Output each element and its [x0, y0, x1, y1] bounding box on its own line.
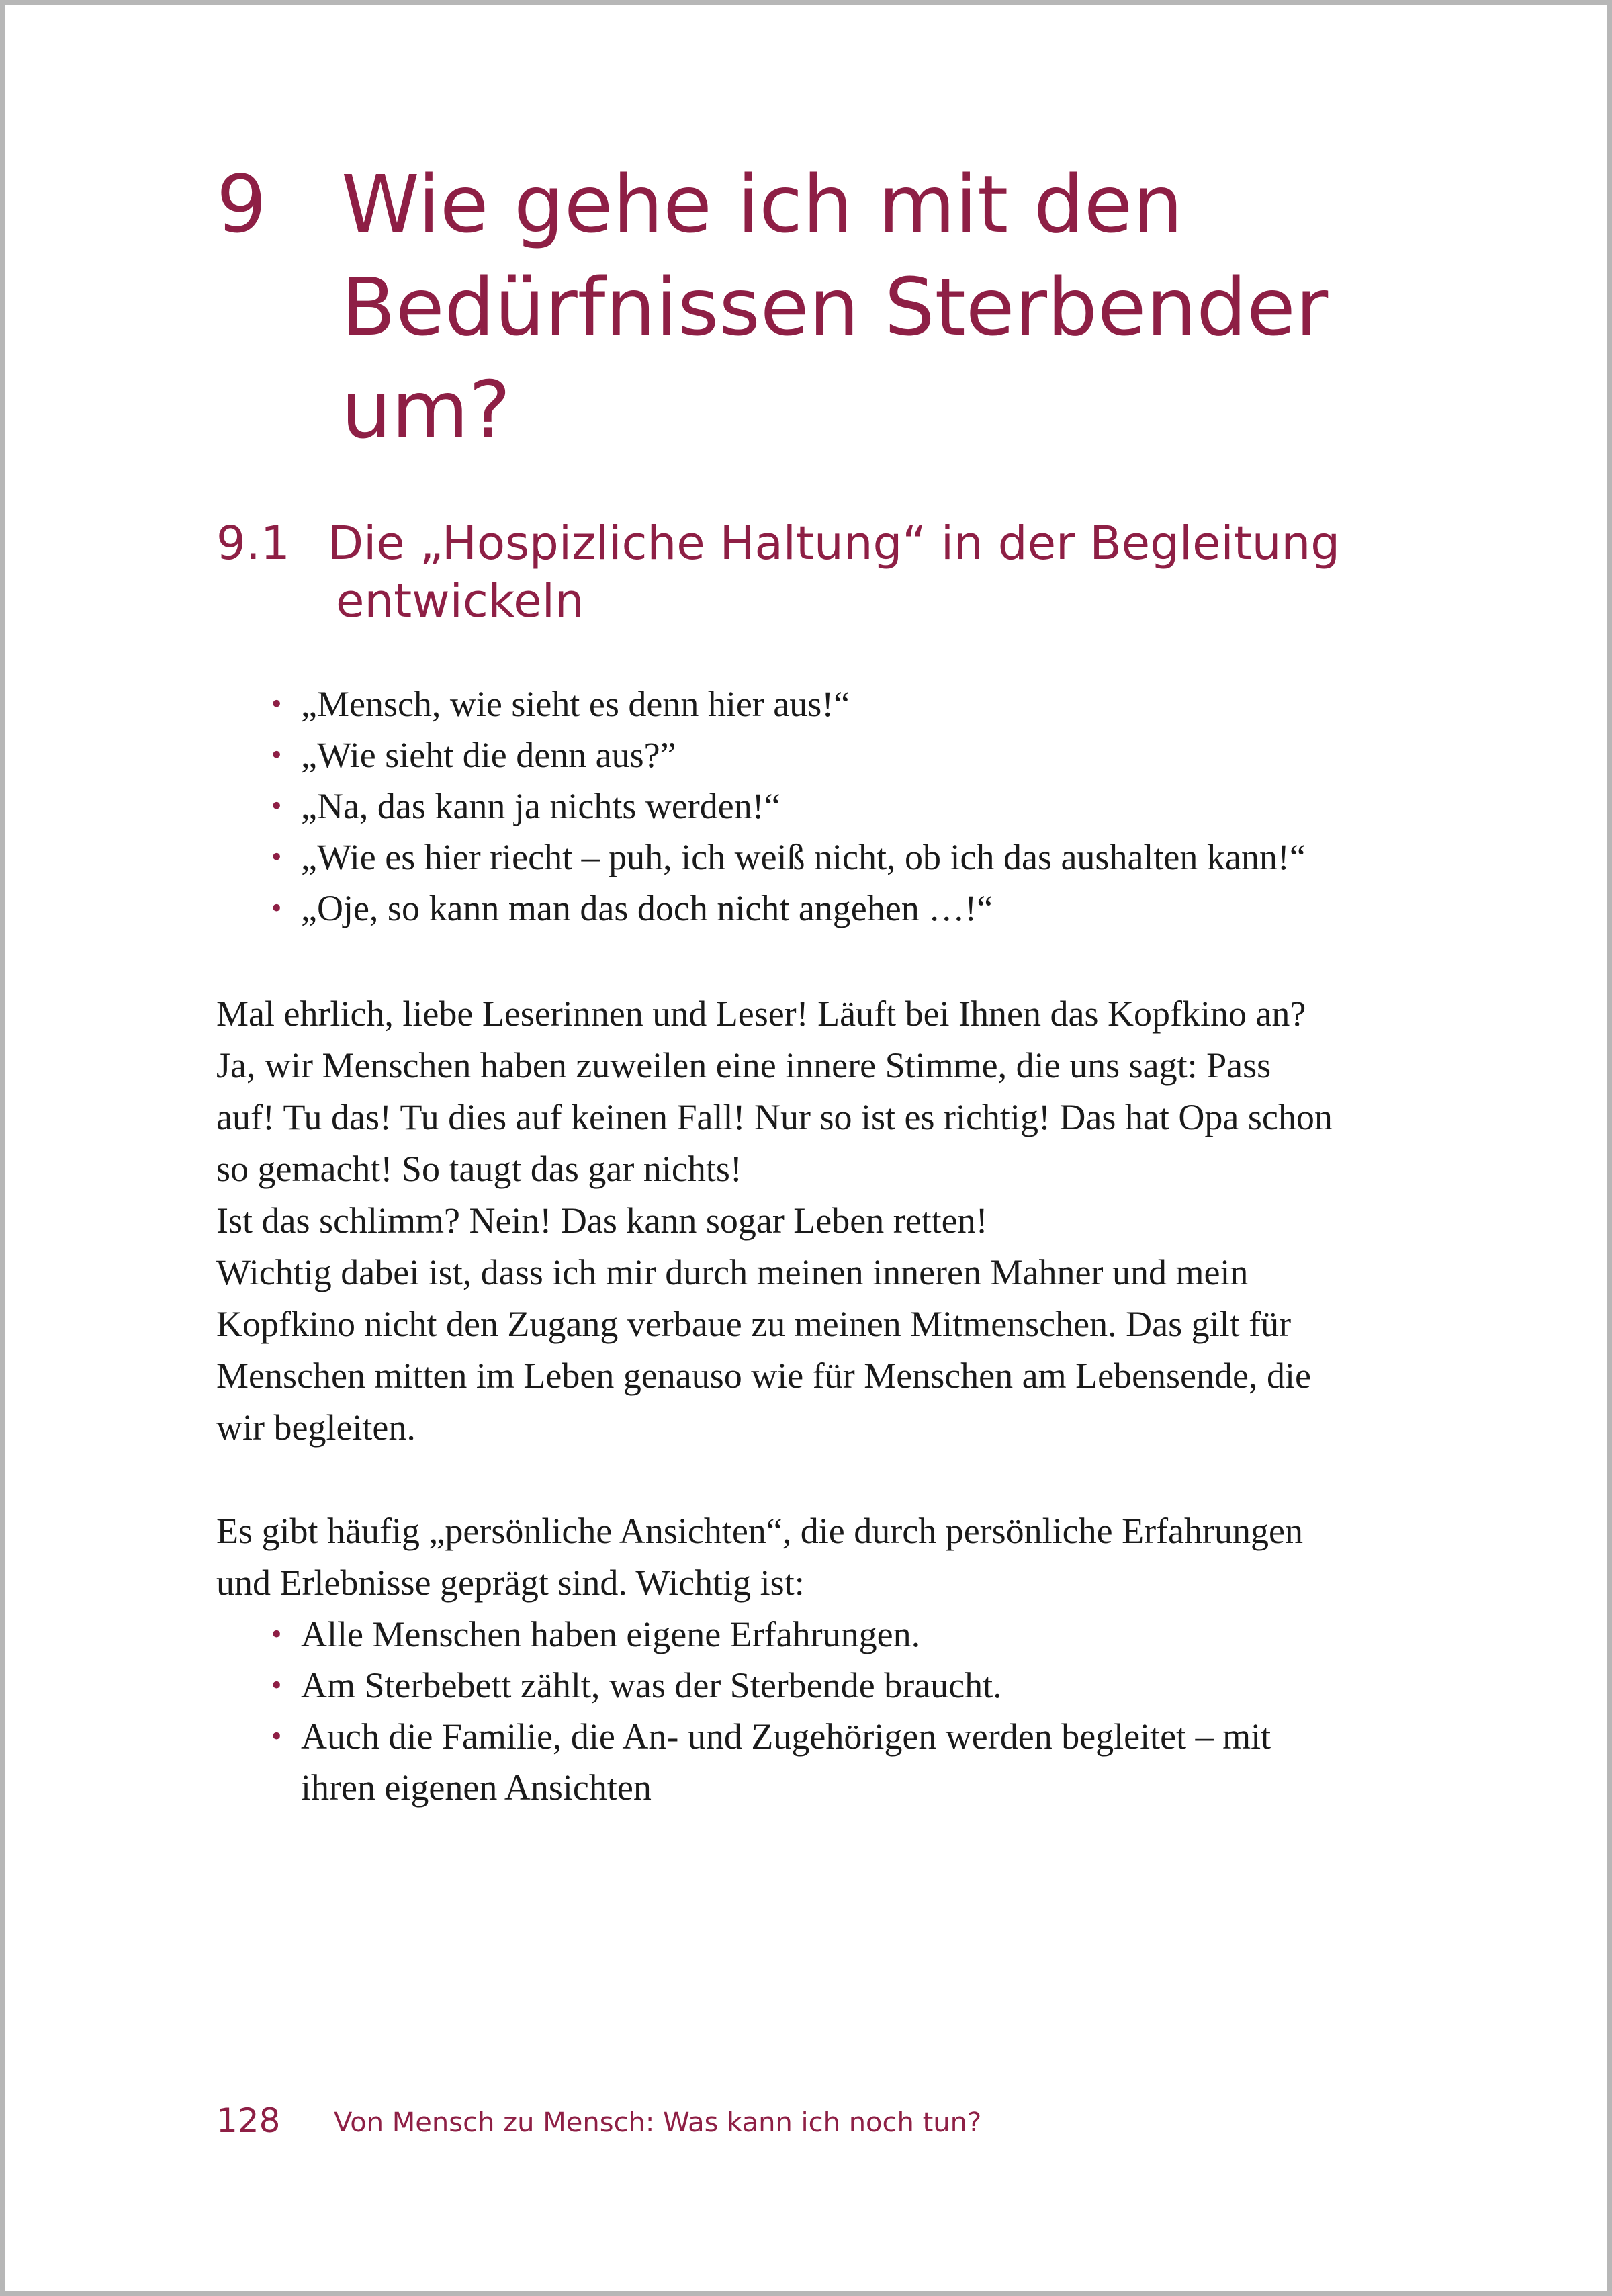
paragraph-line: und Erlebnisse geprägt sind. Wichtig ist: [216, 1562, 805, 1603]
list-item [271, 678, 1306, 730]
running-title: Von Mensch zu Mensch: Was kann ich noch tun? [334, 2107, 982, 2138]
paragraph-line: Menschen mitten im Leben genauso wie für Menschen am Lebensende, die [216, 1356, 1311, 1396]
point-line: ihren eigenen Ansichten [301, 1767, 652, 1808]
section-title-line: entwickeln [336, 574, 584, 628]
list-item [271, 730, 1306, 781]
quote-list [271, 678, 1306, 934]
chapter-title-line: Bedürfnissen Sterbender [341, 261, 1329, 353]
section-number: 9.1 [216, 517, 290, 570]
list-item [271, 1609, 1271, 1660]
list-item [271, 1660, 1271, 1711]
quote-text: „Wie es hier riecht – puh, ich weiß nicht, ob ich das aushalten kann!“ [301, 837, 1306, 877]
list-item [271, 883, 1306, 934]
paragraph-line: Es gibt häufig „persönliche Ansichten“, die durch persönliche Erfahrungen [216, 1511, 1303, 1551]
bullet-icon: • [271, 738, 282, 771]
paragraph-line: Ist das schlimm? Nein! Das kann sogar Leben retten! [216, 1200, 988, 1241]
chapter-title [341, 153, 1550, 461]
paragraph-line: wir begleiten. [216, 1407, 416, 1448]
paragraph-line: Mal ehrlich, liebe Leserinnen und Leser! Läuft bei Ihnen das Kopfkino an? [216, 994, 1306, 1034]
point-text [271, 1660, 1271, 1711]
body-paragraph [216, 1505, 1466, 1609]
quote-text: „Oje, so kann man das doch nicht angehen …!“ [301, 888, 993, 928]
bullet-icon: • [271, 1669, 282, 1702]
chapter-number: 9 [216, 158, 267, 251]
body-paragraph [216, 988, 1466, 1454]
chapter-title-line: um? [341, 363, 511, 456]
point-line: Am Sterbebett zählt, was der Sterbende braucht. [301, 1665, 1002, 1706]
bullet-icon: • [271, 687, 282, 720]
point-line: Alle Menschen haben eigene Erfahrungen. [301, 1614, 921, 1654]
point-line: Auch die Familie, die An- und Zugehörigen werden begleitet – mit [301, 1716, 1271, 1757]
page-number: 128 [216, 2101, 281, 2140]
chapter-title-line: Wie gehe ich mit den [341, 158, 1183, 251]
point-text [271, 1711, 1271, 1813]
paragraph-line: auf! Tu das! Tu dies auf keinen Fall! Nur so ist es richtig! Das hat Opa schon [216, 1097, 1333, 1137]
quote-text: „Mensch, wie sieht es denn hier aus!“ [301, 684, 850, 724]
paragraph-line: so gemacht! So taugt das gar nichts! [216, 1149, 742, 1189]
bullet-icon: • [271, 891, 282, 924]
bullet-icon: • [271, 1720, 282, 1753]
quote-text: „Na, das kann ja nichts werden!“ [301, 786, 780, 826]
section-title [328, 515, 1604, 630]
paragraph-line: Wichtig dabei ist, dass ich mir durch meinen inneren Mahner und mein [216, 1252, 1249, 1292]
paragraph-line: Ja, wir Menschen haben zuweilen eine innere Stimme, die uns sagt: Pass [216, 1045, 1271, 1086]
paragraph-line: Kopfkino nicht den Zugang verbaue zu meinen Mitmenschen. Das gilt für [216, 1304, 1292, 1344]
point-list [271, 1609, 1271, 1813]
list-item [271, 832, 1306, 883]
list-item [271, 1711, 1271, 1813]
bullet-icon: • [271, 840, 282, 873]
bullet-icon: • [271, 1618, 282, 1650]
quote-text: „Wie sieht die denn aus?” [301, 735, 676, 775]
list-item [271, 781, 1306, 832]
section-title-line: Die „Hospizliche Haltung“ in der Begleitung [328, 517, 1341, 570]
point-text [271, 1609, 1271, 1660]
bullet-icon: • [271, 789, 282, 822]
